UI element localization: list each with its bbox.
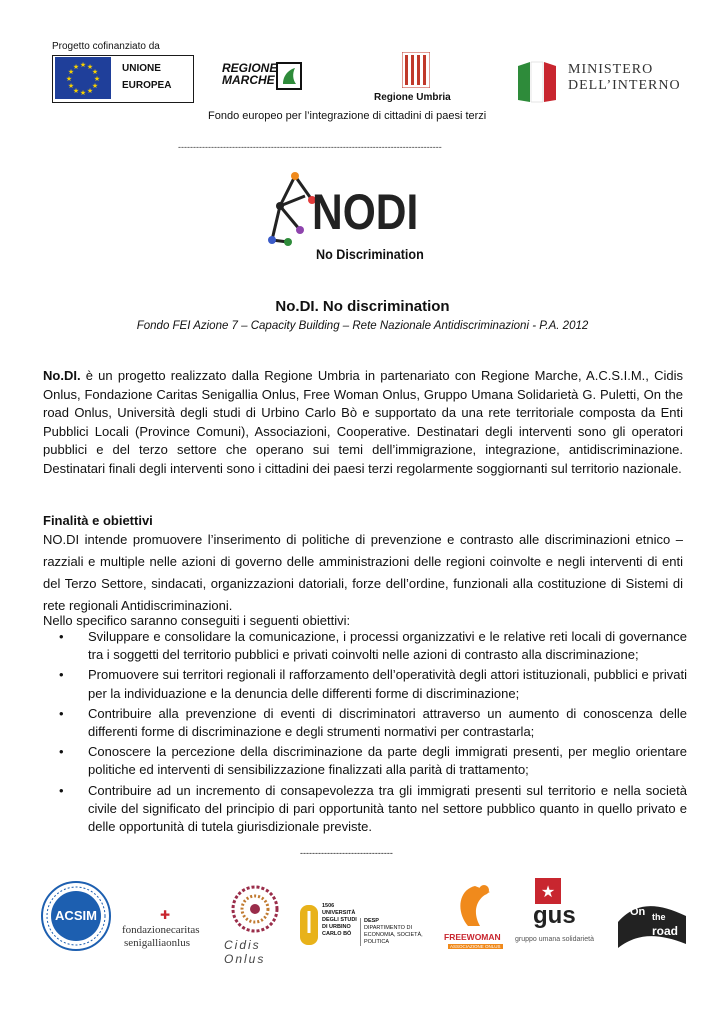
svg-text:★: ★ [65, 75, 73, 83]
objectives-lead: Nello specifico saranno conseguiti i seguenti obiettivi: [43, 613, 351, 628]
ministero-name [568, 62, 681, 94]
svg-text:★: ★ [79, 61, 87, 69]
svg-text:★: ★ [67, 82, 75, 90]
nodi-logo-word: NODI [312, 184, 419, 240]
ontheroad-the: the [652, 912, 666, 922]
freewoman-logo [444, 882, 504, 952]
eu-name [122, 60, 171, 94]
svg-text:★: ★ [91, 82, 99, 90]
ministero-line1: MINISTERO [568, 62, 654, 77]
acsim-label: ACSIM [55, 908, 97, 923]
list-item [55, 705, 687, 741]
eu-name-line1: UNIONE [122, 63, 161, 74]
urbino-text [322, 903, 357, 938]
caritas-line2: senigalliaonlus [124, 937, 190, 949]
cidis-emblem-icon [230, 884, 280, 934]
marche-emblem-icon [276, 62, 302, 90]
italy-emblem-icon [516, 60, 558, 104]
umbria-emblem-icon [402, 52, 430, 88]
intro-paragraph [43, 367, 683, 479]
objective-text: Contribuire alla prevenzione di eventi di discriminatori attraverso un aumento di conoscenza delle differenti forme di discriminazione e degli strumenti normativi per contrastarla; [88, 705, 687, 740]
cofinanziato-label: Progetto cofinanziato da [52, 41, 160, 52]
gus-sub: gruppo umana solidarietà [515, 936, 594, 943]
svg-text:★: ★ [86, 87, 94, 95]
header-separator: ---------------------------------------------------------------------------------------- [178, 142, 442, 152]
svg-text:★: ★ [72, 87, 80, 95]
section-heading: Finalità e obiettivi [43, 513, 153, 528]
svg-text:★: ★ [67, 68, 75, 76]
ontheroad-road: road [652, 924, 679, 938]
end-separator: ------------------------------- [300, 848, 393, 858]
caritas-line1: fondazionecaritas [122, 924, 200, 936]
ontheroad-on: On [630, 906, 646, 918]
list-item [55, 743, 687, 779]
cidis-label: Cidis Onlus [224, 938, 266, 966]
objectives-list [55, 628, 687, 838]
bullet-icon: • [59, 782, 64, 798]
svg-text:★: ★ [86, 63, 94, 71]
svg-text:★: ★ [91, 68, 99, 76]
urbino-line1: UNIVERSITÀ [322, 910, 356, 916]
marche-name-line2: MARCHE [222, 73, 275, 87]
marche-name [222, 62, 277, 86]
intro-lead: No.DI. [43, 368, 81, 383]
svg-text:★: ★ [72, 63, 80, 71]
document-subtitle: Fondo FEI Azione 7 – Capacity Building – Rete Nazionale Antidiscriminazioni - P.A. 2012 [136, 320, 589, 332]
eu-flag-icon [55, 57, 111, 99]
urbino-line4: CARLO BÒ [322, 931, 352, 937]
objective-text: Sviluppare e consolidare la comunicazione, i processi organizzativi e le relative reti locali di governance tra i soggetti del territorio pubblici e privati coinvolti nelle azioni di contrasto alla discriminazione; [88, 629, 687, 663]
gus-star-icon [535, 878, 561, 904]
intro-text: è un progetto realizzato dalla Regione Umbria in partenariato con Regione Marche, A.C.S.I.M., Cidis Onlus, Fondazione Caritas Senigallia Onlus, Free Woman Onlus, Gruppo Umana Solidarietà G. Puletti, On the road Onlus, Università degli studi di Urbino Carlo Bò e supportato da una rete territoriale composta da Enti Pubblici Locali (Province Comuni), Associazioni, Cooperative. Destinatari degli interventi sono gli operatori pubblici e del terzo settore che operano sui temi dell’immigrazione, integrazione, antidiscriminazione. Destinatari finali degli interventi sono i cittadini dei paesi terzi regolarmente soggiornanti sul territorio nazionale. [43, 368, 683, 476]
document-title: No.DI. No discrimination [275, 298, 450, 315]
urbino-line2: DEGLI STUDI [322, 917, 357, 923]
fondo-caption: Fondo europeo per l’integrazione di cittadini di paesi terzi [208, 110, 487, 122]
freewoman-figure-icon [450, 882, 500, 930]
marche-name-line1: REGIONE [222, 61, 278, 75]
urbino-logo [298, 903, 358, 953]
bullet-icon: • [59, 705, 64, 721]
section-body: NO.DI intende promuovere l’inserimento di politiche di prevenzione e contrasto alle discriminazioni etnico – razziali e multiple nelle azioni di governo delle amministrazioni delle regioni coinvolte e negli interventi di enti del Terzo Settore, sindacati, organizzazioni datoriali, forze dell’ordine, funzionali alla costituzione di Sistemi di rete regionali Antidiscriminazioni. [43, 532, 683, 613]
gus-word: gus [533, 902, 576, 929]
objective-text: Conoscere la percezione della discriminazione da parte degli immigrati presenti, per meglio orientare politiche ed interventi di sensibilizzazione finalizzati alla parità di trattamento; [88, 744, 687, 778]
nodi-logo-subtitle: No Discrimination [316, 246, 424, 262]
ontheroad-logo [616, 892, 688, 950]
svg-text:★: ★ [93, 75, 101, 83]
desp-line1: DIPARTIMENTO DI [364, 925, 412, 931]
freewoman-sub: ASSOCIAZIONE ONLUS [450, 944, 501, 949]
list-item [55, 666, 687, 702]
caritas-cross-icon: ✚ [160, 908, 171, 922]
bullet-icon: • [59, 667, 64, 683]
svg-text:★: ★ [79, 89, 87, 97]
bullet-icon: • [59, 744, 64, 760]
list-item [55, 782, 687, 837]
svg-text:★: ★ [540, 882, 556, 901]
objective-text: Promuovere sui territori regionali il rafforzamento dell’operatività degli attori istituzionali, pubblici e privati per la individuazione e la denuncia delle differenti forme di discriminazione; [88, 667, 687, 701]
cidis-logo [222, 884, 292, 966]
desp-line2: ECONOMIA, SOCIETÀ, POLITICA [364, 932, 423, 945]
gus-logo [515, 876, 607, 956]
freewoman-label: FREEWOMAN [444, 932, 501, 942]
desp-title: DESP [364, 918, 379, 924]
eu-name-line2: EUROPEA [122, 80, 172, 91]
ministero-line2: DELL’INTERNO [568, 78, 681, 93]
acsim-logo [40, 880, 112, 952]
desp-logo [360, 918, 442, 946]
urbino-line3: DI URBINO [322, 924, 351, 930]
list-item [55, 628, 687, 664]
objective-text: Contribuire ad un incremento di consapevolezza tra gli immigrati presenti sul territorio e nella società civile del significato del principio di pari opportunità tanto nel settore pubblico quanto in quello privato e delle opportunità di tutela giurisdizionale previste. [88, 782, 687, 835]
urbino-year: 1506 [322, 903, 335, 909]
umbria-name: Regione Umbria [374, 92, 451, 103]
bullet-icon: • [59, 629, 64, 644]
urbino-emblem-icon [298, 903, 320, 947]
